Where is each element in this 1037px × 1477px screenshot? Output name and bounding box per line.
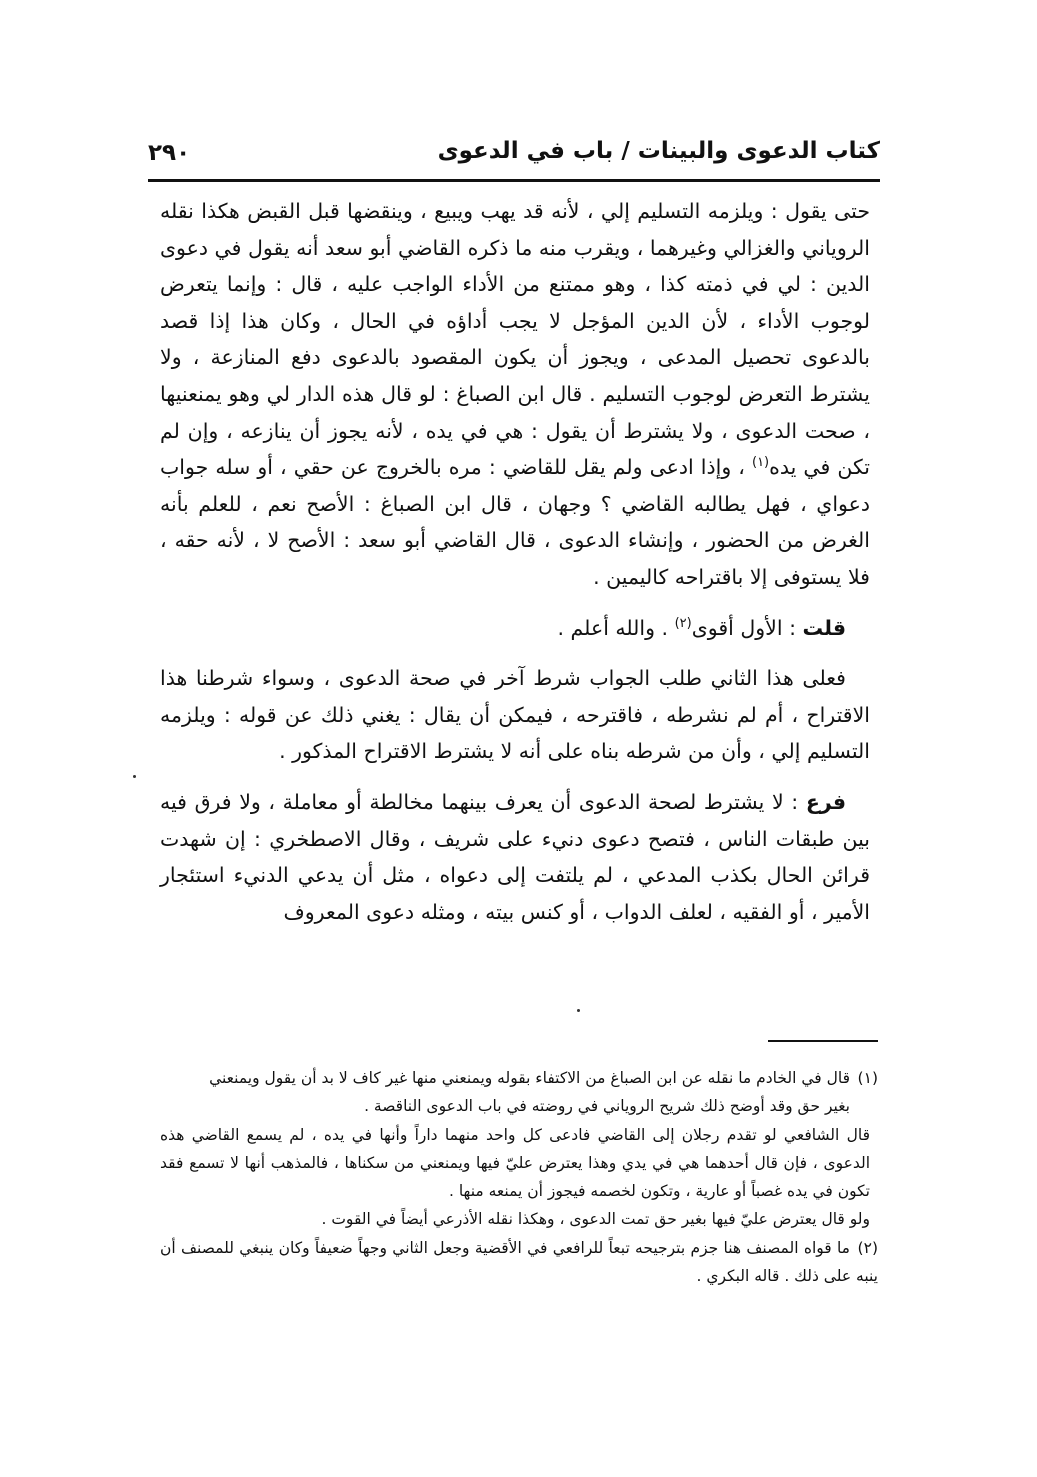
- header-rule: [148, 179, 880, 182]
- paragraph-4: [160, 784, 870, 930]
- paragraph-1-text-a: حتى يقول : ويلزمه التسليم إلي ، لأنه قد يهب ويبيع ، وينقضها قبل القبض هكذا نقله الروياني والغزالي وغيرهما ، ويقرب منه ما ذكره القاضي أبو سعد أنه يقول في دعوى الدين : لي في ذمته كذا ، وهو ممتنع من الأداء الواجب عليه ، قال : وإنما يتعرض لوجوب الأداء ، لأن الدين المؤجل لا يجب أداؤه في الحال ، وكان هذا إذا قصد بالدعوى تحصيل المدعى ، ويجوز أن يكون المقصود بالدعوى دفع المنازعة ، ولا يشترط التعرض لوجوب التسليم . قال ابن الصباغ : لو قال هذه الدار لي وهو يمنعنيها ، صحت الدعوى ، ولا يشترط أن يقول : هي في يده ، لأنه يجوز أن ينازعه ، وإن لم تكن في يده: [160, 199, 870, 480]
- main-text: [160, 193, 870, 930]
- paragraph-1: [160, 193, 870, 596]
- paragraph-3-text: فعلى هذا الثاني طلب الجواب شرط آخر في صحة الدعوى ، وسواء شرطنا هذا الاقتراح ، أم لم نشرطه ، فاقترحه ، فيمكن أن يقال : يغني ذلك عن قوله : ويلزمه التسليم إلي ، وأن من شرطه بناه على أنه لا يشترط الاقتراح المذكور .: [160, 666, 870, 764]
- running-header: [148, 138, 880, 176]
- footnote-1-final-note: ولو قال يعترض عليّ فيها بغير حق تمت الدعوى ، وهكذا نقله الأذرعي أيضاً في القوت .: [321, 1210, 870, 1229]
- footnote-2-text: ما قواه المصنف هنا جزم بترجيحه تبعاً للرافعي في الأقضية وجعل الثاني وجهاً ضعيفاً وكان ينبغي للمصنف أن ينبه على ذلك . قاله البكري .: [160, 1238, 878, 1286]
- footnote-1-continuation: بغير حق وقد أوضح ذلك شريح الروياني في روضته في باب الدعوى الناقصة .: [364, 1097, 850, 1116]
- footnote-1-shafii-note: قال الشافعي لو تقدم رجلان إلى القاضي فادعى كل واحد منهما داراً وأنها في يده ، لم يسمع القاضي هذه الدعوى ، فإن قال أحدهما هي في يدي وهذا يعترض عليّ فيها ويمنعني من سكناها ، فالمذهب أنها لا تسمع فقد تكون في يده غصباً أو عارية ، وتكون لخصمه فيجوز أن يمنعه منها .: [160, 1125, 870, 1201]
- footnote-separator: [768, 1040, 878, 1042]
- paragraph-2-text-b: . والله أعلم .: [557, 615, 675, 640]
- footnote-1-text-a: قال في الخادم ما نقله عن ابن الصباغ من الاكتفاء بقوله ويمنعني منها غير كاف لا بد أن يقول ويمنعني: [209, 1069, 850, 1087]
- qultu-lead: قلت: [802, 615, 846, 640]
- footnote-ref-1: (١): [751, 455, 770, 471]
- footnotes: [160, 1064, 878, 1290]
- paragraph-3: [160, 660, 870, 770]
- page-number: ٢٩٠: [148, 140, 191, 166]
- footnote-2-number: (٢): [857, 1238, 878, 1257]
- footnote-ref-2: (٢): [674, 615, 692, 631]
- footnote-1: [160, 1064, 878, 1092]
- paragraph-4-text: : لا يشترط لصحة الدعوى أن يعرف بينهما مخالطة أو معاملة ، ولا فرق فيه بين طبقات الناس ، فتصح دعوى دنيء على شريف ، وقال الاصطخري : إن شهدت قرائن الحال بكذب المدعي ، لم يلتفت إلى دعواه ، مثل أن يدعي الدنيء استئجار الأمير ، أو الفقيه ، لعلف الدواب ، أو كنس بيته ، ومثله دعوى المعروف: [160, 789, 870, 924]
- header-title: كتاب الدعوى والبينات / باب في الدعوى: [437, 138, 880, 164]
- paragraph-2: [160, 610, 870, 647]
- footnote-2: [160, 1234, 878, 1291]
- paragraph-2-text-a: : الأول أقوى: [691, 615, 803, 640]
- scan-speck: [133, 775, 136, 778]
- far-lead: فرع: [805, 789, 846, 814]
- footnote-1-number: (١): [857, 1069, 878, 1087]
- scan-speck: [577, 1009, 580, 1012]
- paragraph-1-text-b: ، وإذا ادعى ولم يقل للقاضي : مره بالخروج عن حقي ، أو سله جواب دعواي ، فهل يطالبه القاضي ؟ وجهان ، قال ابن الصباغ : الأصح نعم ، للعلم بأنه الغرض من الحضور ، وإنشاء الدعوى ، قال القاضي أبو سعد : الأصح لا ، لأنه حقه ، فلا يستوفى إلا باقتراحه كاليمين .: [160, 455, 870, 589]
